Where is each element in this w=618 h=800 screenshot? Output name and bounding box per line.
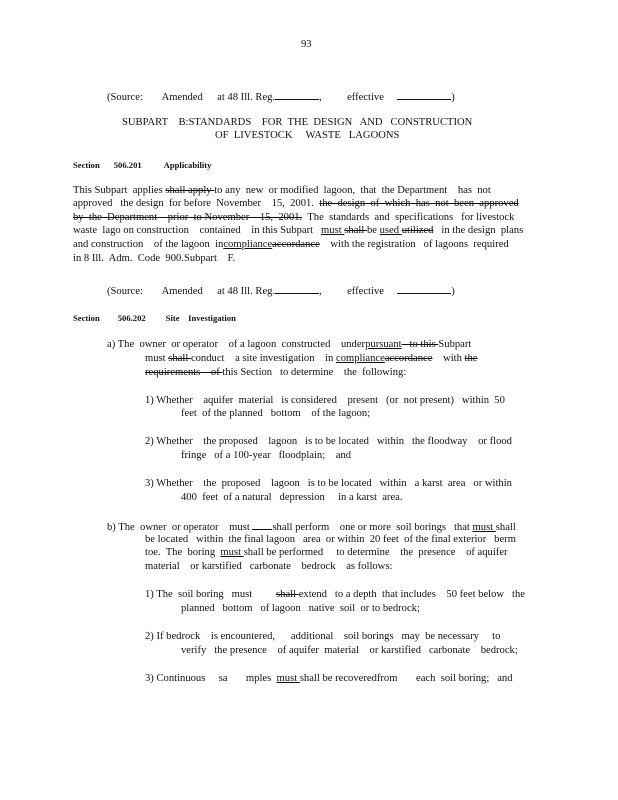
text: shall perform one or more soil borings that [272, 522, 473, 533]
text: shall be performed to determine the presence of aquifer [243, 547, 508, 558]
text: a) The owner or operator of a lagoon constructed under [107, 339, 366, 350]
text: toe. The boring [145, 547, 221, 558]
text: with the registration of lagoons required [319, 239, 509, 250]
deleted-text: shall [276, 589, 299, 600]
register-label: at 48 Ill. Reg. [217, 92, 276, 103]
text: be [366, 225, 380, 236]
register-blank [275, 89, 319, 100]
deleted-text: by the Department prior to November 15, 2001. [73, 212, 303, 223]
effective-label: effective [347, 286, 384, 297]
text: 1) The soil boring must [145, 589, 277, 600]
source-label: (Source: [107, 286, 143, 297]
inserted-text: must [276, 673, 300, 684]
text: This Subpart applies [73, 185, 166, 196]
inserted-text: must [220, 547, 244, 558]
sub-b-item2-line2: verify the presence of aquifer material or karstified carbonate bedrock; [181, 645, 518, 656]
text: conduct a site investigation in [190, 353, 336, 364]
amended-label: Amended [161, 92, 203, 103]
para-201-line1 [73, 184, 491, 197]
source-note-1 [107, 89, 455, 104]
deleted-text: shall [344, 225, 367, 236]
section-title: Applicability [163, 160, 212, 170]
inserted-text: must [472, 522, 496, 533]
source-label: (Source: [107, 92, 143, 103]
text: shall [495, 522, 516, 533]
text: this Section to determine the following: [222, 367, 407, 378]
sub-a-item1-line2: feet of the planned bottom of the lagoon; [181, 408, 371, 419]
comma: , [319, 286, 322, 297]
close-paren: ) [451, 92, 455, 103]
page-number: 93 [301, 39, 312, 50]
register-blank [275, 283, 319, 294]
sub-a-item2-line2: fringe of a 100-year floodplain; and [181, 450, 352, 461]
effective-blank [397, 89, 451, 100]
section-number: 506.201 [113, 160, 142, 170]
text: and construction of the lagoon in [73, 239, 224, 250]
para-201-line4 [73, 224, 523, 237]
deleted-text: requirements of [145, 367, 223, 378]
subpart-title-line2: OF LIVESTOCK WASTE LAGOONS [215, 130, 400, 141]
inserted-text: used [379, 225, 402, 236]
text: waste lago on construction contained in this Subpart [73, 225, 322, 236]
inserted-text: compliance [223, 239, 273, 250]
sub-b-line1 [107, 519, 516, 534]
text: approved the design for before November 15, 2001. [73, 198, 320, 209]
deleted-text: accordance [384, 353, 433, 364]
text: must [145, 353, 169, 364]
deleted-text: the [464, 353, 478, 364]
para-201-line6: in 8 Ill. Adm. Code 900.Subpart F. [73, 253, 236, 264]
sub-a-item1-line1: 1) Whether aquifer material is considered present (or not present) within 50 [145, 395, 505, 406]
sub-a-item2-line1: 2) Whether the proposed lagoon is to be located within the floodway or flood [145, 436, 512, 447]
sub-b-item3-line1 [145, 672, 513, 685]
section-title: Site Investigation [165, 313, 236, 323]
sub-a-line1 [107, 338, 471, 351]
text: with [432, 353, 465, 364]
register-label: at 48 Ill. Reg. [217, 286, 276, 297]
text: shall be recoveredfrom each soil boring; and [299, 673, 513, 684]
amended-label: Amended [161, 286, 203, 297]
sub-b-item1-line2: planned bottom of lagoon native soil or to bedrock; [181, 603, 420, 614]
section-201-header [73, 159, 211, 172]
deleted-text: shall [168, 353, 191, 364]
deleted-text: utilized [401, 225, 434, 236]
comma: , [319, 92, 322, 103]
deleted-text: the design of which has not been approved [319, 198, 519, 209]
subpart-title-line1: SUBPART B:STANDARDS FOR THE DESIGN AND CONSTRUCTION [122, 117, 473, 128]
sub-a-item3-line2: 400 feet of a natural depression in a karst area. [181, 492, 403, 503]
sub-a-item3-line1: 3) Whether the proposed lagoon is to be located within a karst area or within [145, 478, 512, 489]
section-label: Section [73, 160, 100, 170]
inserted-text: compliance [336, 353, 385, 364]
sub-b-line4: material or karstified carbonate bedrock as follows: [145, 561, 393, 572]
sub-b-item2-line1: 2) If bedrock is encountered, additional soil borings may be necessary to [145, 631, 501, 642]
text: to any new or modified lagoon, that the Department has not [214, 185, 491, 196]
section-202-header [73, 312, 236, 325]
para-201-line2 [73, 197, 519, 210]
deleted-text: accordance [272, 239, 320, 250]
text: Subpart [438, 339, 472, 350]
deleted-text: shall apply [165, 185, 215, 196]
text: in the design plans [433, 225, 524, 236]
section-label: Section [73, 313, 100, 323]
inserted-blank [252, 519, 272, 530]
text: 3) Continuous sa mples [145, 673, 277, 684]
deleted-text: to this [401, 339, 439, 350]
effective-blank [397, 283, 451, 294]
sub-a-line3 [145, 366, 406, 379]
inserted-text: pursuant [365, 339, 402, 350]
text: The standards and specifications for livestock [302, 212, 515, 223]
para-201-line3 [73, 211, 514, 224]
sub-b-line2: be located within the final lagoon area or within 20 feet of the final exterior berm [145, 534, 516, 545]
sub-b-item1-line1 [145, 588, 525, 601]
sub-a-line2 [145, 352, 478, 365]
close-paren: ) [451, 286, 455, 297]
section-number: 506.202 [117, 313, 146, 323]
effective-label: effective [347, 92, 384, 103]
inserted-text: must [321, 225, 345, 236]
para-201-line5 [73, 238, 509, 251]
sub-b-line3 [145, 546, 508, 559]
text: b) The owner or operator must [107, 522, 253, 533]
source-note-2 [107, 283, 455, 298]
text: extend to a depth that includes 50 feet below the [298, 589, 525, 600]
